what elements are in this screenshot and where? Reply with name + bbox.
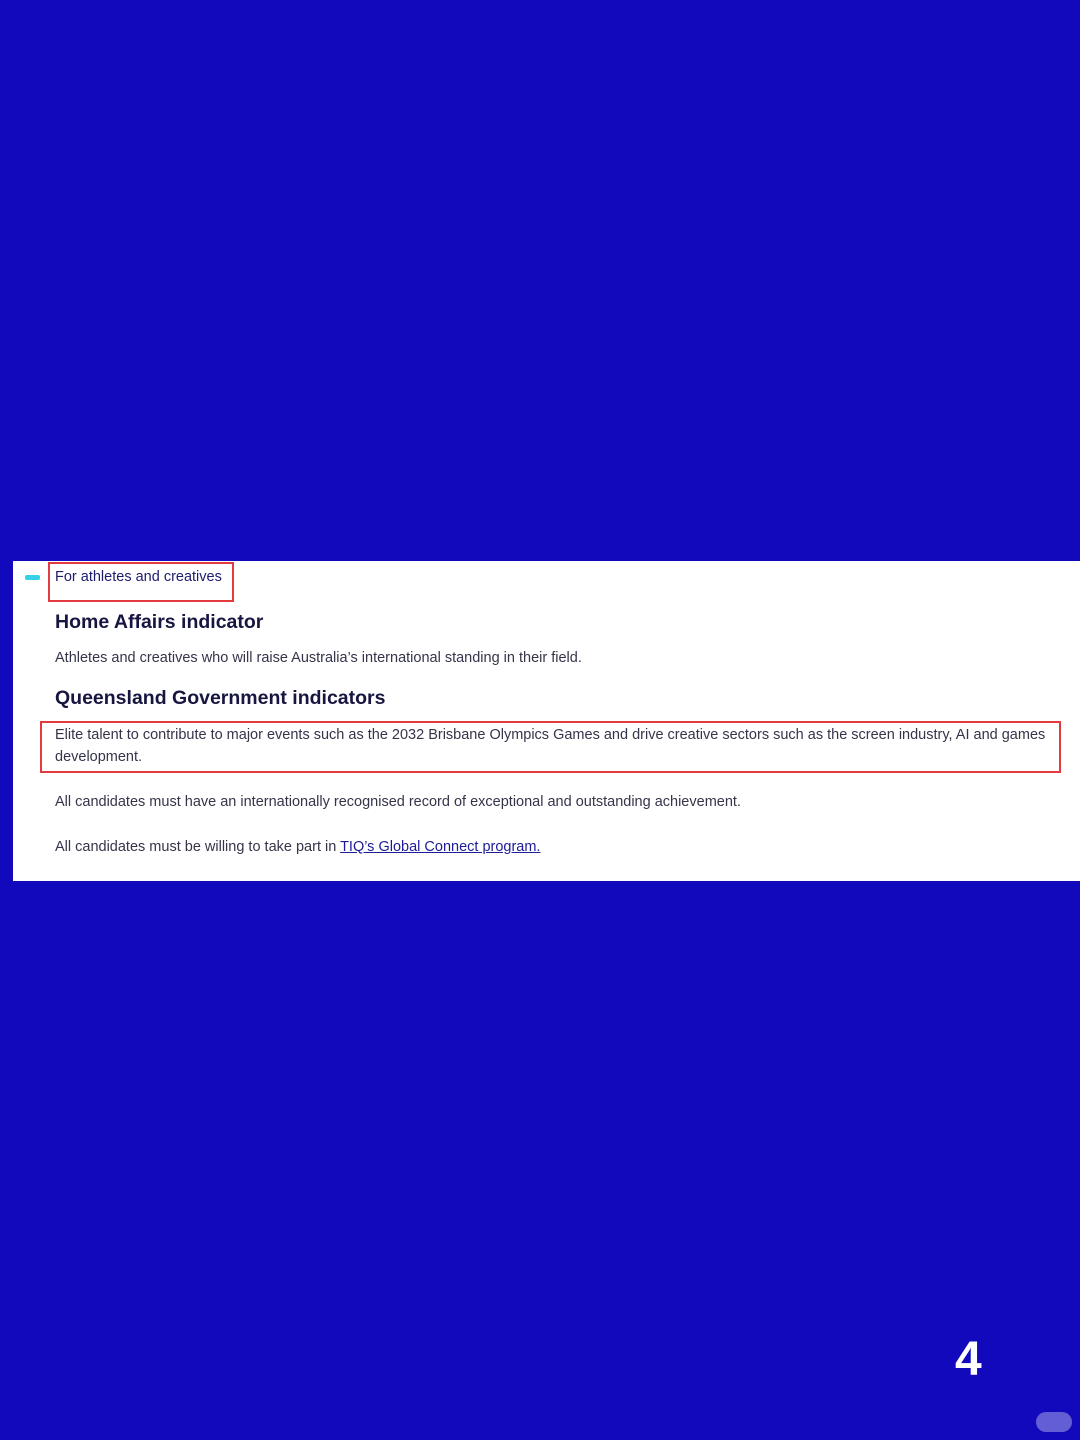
home-affairs-heading: Home Affairs indicator [55,611,264,633]
requirement-global-connect [55,836,540,858]
queensland-heading: Queensland Government indicators [55,687,386,709]
requirement-record-text: All candidates must have an internationally recognised record of exceptional and outstanding achievement. [55,794,741,810]
section-toggle-athletes-creatives[interactable]: For athletes and creatives [55,569,222,585]
content-panel [13,561,1080,881]
queensland-text: Elite talent to contribute to major events such as the 2032 Brisbane Olympics Games and drive creative sectors such as the screen industry, AI and games development. [55,727,1046,765]
global-connect-prefix: All candidates must be willing to take part in [55,839,341,855]
global-connect-link[interactable]: TIQ’s Global Connect program. [340,839,541,855]
page-number: 4 [955,1333,982,1386]
minus-icon[interactable] [25,575,40,580]
watermark-logo [1036,1412,1072,1432]
highlight-box-elite-talent [40,721,1061,773]
highlight-box-section-title [48,562,234,602]
home-affairs-text: Athletes and creatives who will raise Australia’s international standing in their field. [55,650,582,666]
